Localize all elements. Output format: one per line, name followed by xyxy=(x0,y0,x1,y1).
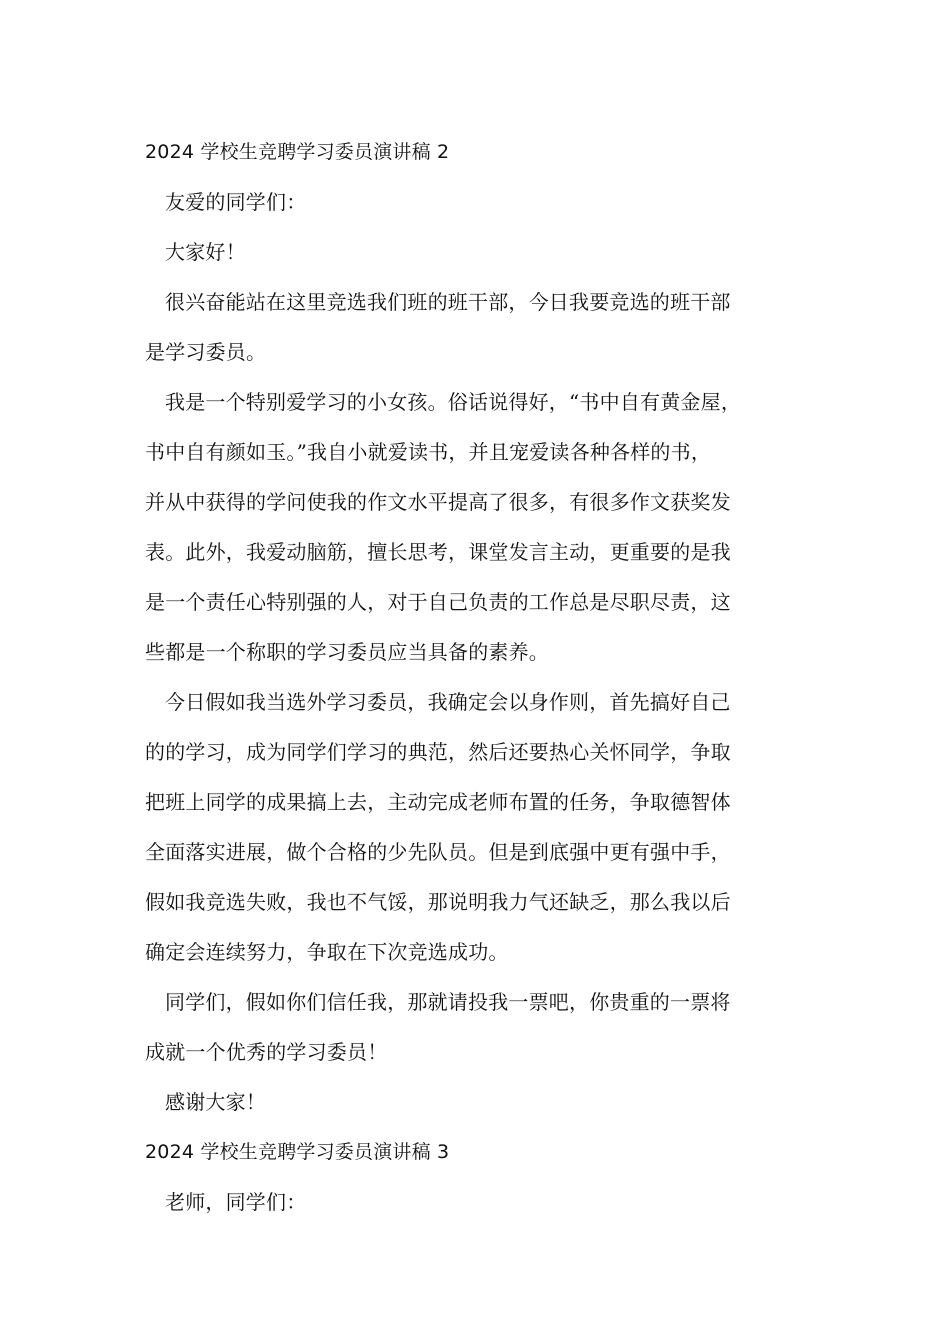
paragraph-line: 确定会连续努力，争取在下次竞选成功。 xyxy=(145,940,509,964)
paragraph-line: 全面落实进展，做个合格的少先队员。但是到底强中更有强中手， xyxy=(145,840,731,864)
paragraph-line: 的的学习，成为同学们学习的典范，然后还要热心关怀同学，争取 xyxy=(145,740,731,764)
salutation: 友爱的同学们： xyxy=(165,190,307,214)
paragraph-line: 成就一个优秀的学习委员！ xyxy=(145,1040,388,1064)
paragraph-line: 把班上同学的成果搞上去，主动完成老师布置的任务，争取德智体 xyxy=(145,790,731,814)
paragraph-line: 并从中获得的学问使我的作文水平提高了很多，有很多作文获奖发 xyxy=(145,490,731,514)
paragraph-line: 表。此外，我爱动脑筋，擅长思考，课堂发言主动，更重要的是我 xyxy=(145,540,731,564)
paragraph-line: 书中自有颜如玉。”我自小就爱读书，并且宠爱读各种各样的书， xyxy=(145,440,712,464)
paragraph-line: 同学们，假如你们信任我，那就请投我一票吧，你贵重的一票将 xyxy=(165,990,731,1014)
paragraph-line: 是一个责任心特别强的人，对于自己负责的工作总是尽职尽责，这 xyxy=(145,590,731,614)
section-heading: 2024 学校生竞聘学习委员演讲稿 2 xyxy=(145,141,450,163)
paragraph-line: 今日假如我当选外学习委员，我确定会以身作则，首先搞好自己 xyxy=(165,690,731,714)
paragraph-line: 是学习委员。 xyxy=(145,340,267,364)
paragraph-line: 假如我竞选失败，我也不气馁，那说明我力气还缺乏，那么我以后 xyxy=(145,890,731,914)
paragraph-line: 很兴奋能站在这里竞选我们班的班干部，今日我要竞选的班干部 xyxy=(165,290,731,314)
paragraph-line: 些都是一个称职的学习委员应当具备的素养。 xyxy=(145,640,549,664)
closing-line: 感谢大家！ xyxy=(165,1090,266,1114)
document-body xyxy=(145,135,815,1235)
salutation: 老师，同学们： xyxy=(165,1190,307,1214)
greeting: 大家好！ xyxy=(165,240,246,264)
section-heading: 2024 学校生竞聘学习委员演讲稿 3 xyxy=(145,1141,450,1163)
paragraph-line: 我是一个特别爱学习的小女孩。俗话说得好，“书中自有黄金屋， xyxy=(165,390,742,414)
